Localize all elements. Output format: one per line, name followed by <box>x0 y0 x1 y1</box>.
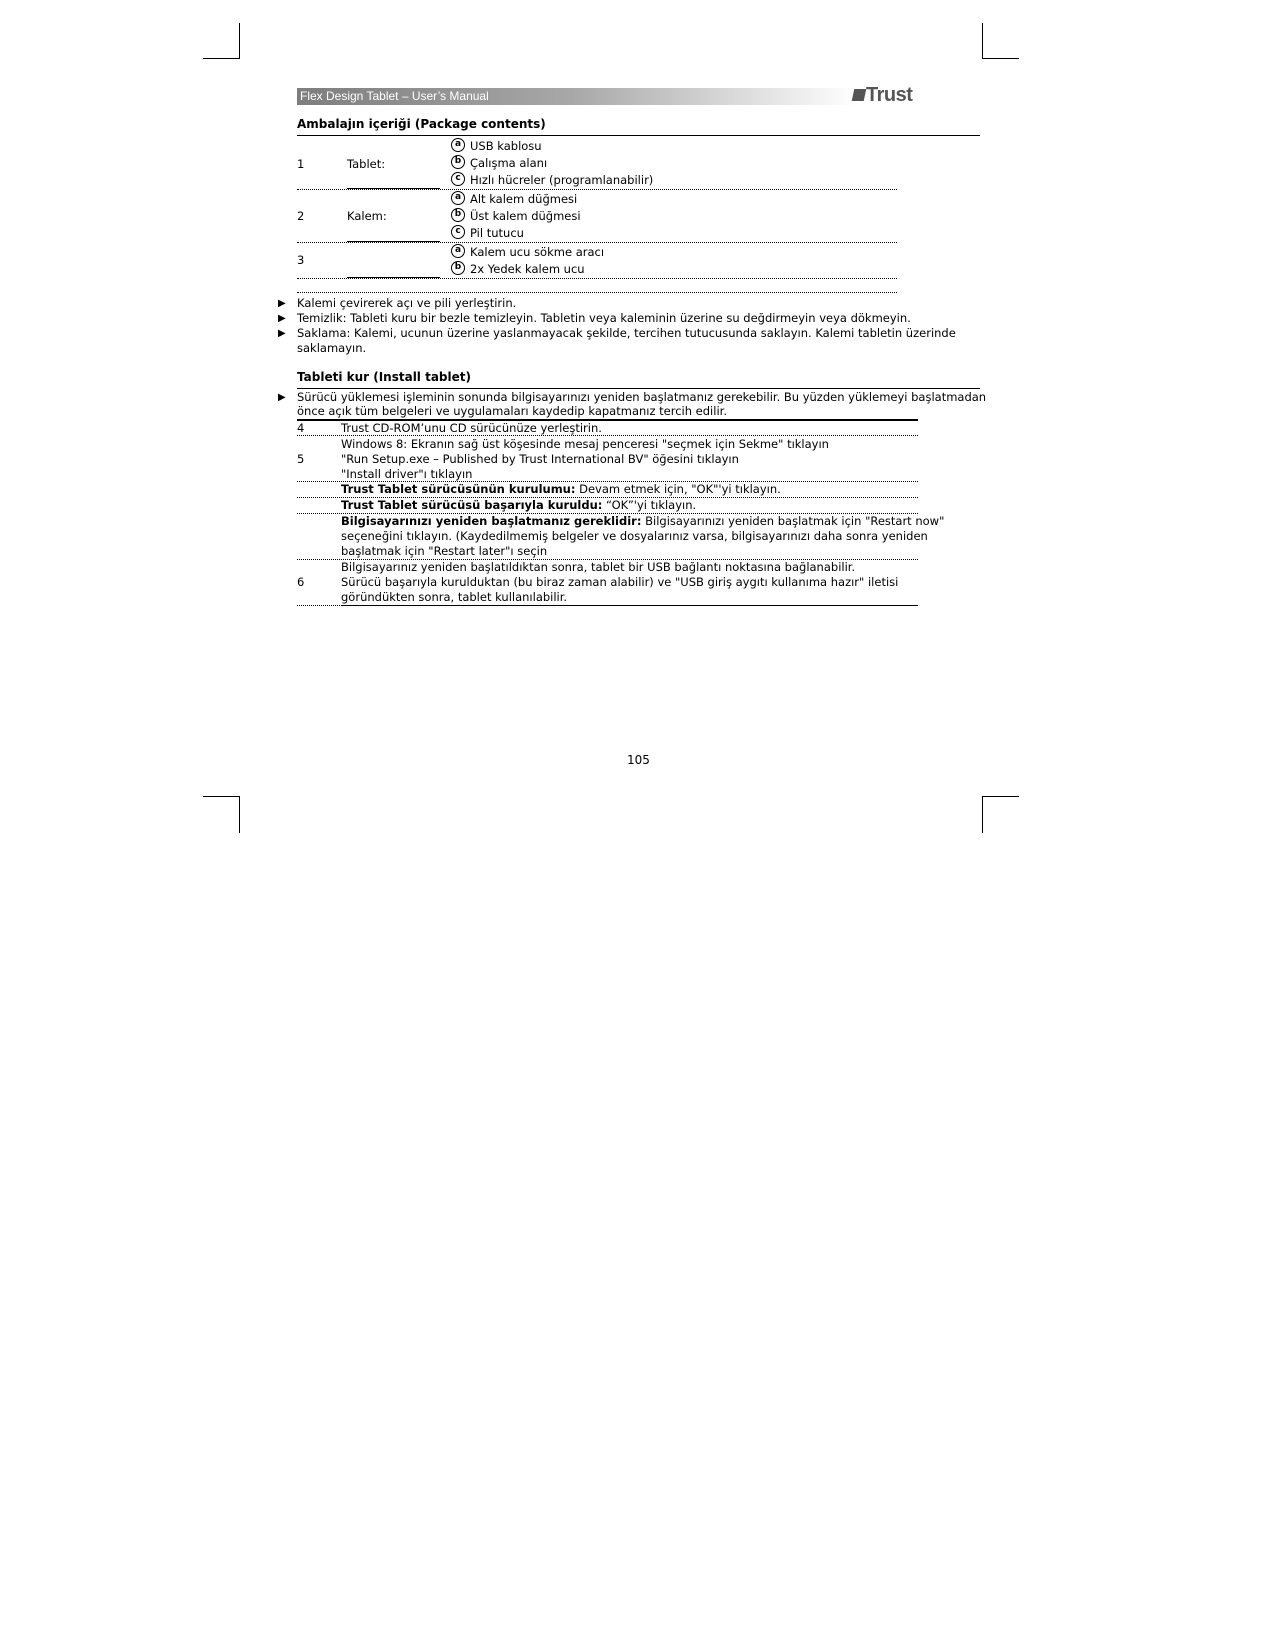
step-text: seçeneğini tıklayın. (Kaydedilmemiş belgeler ve dosyalarınız varsa, bilgisayarınızı daha sonra yeniden <box>341 529 928 543</box>
row-number: 3 <box>297 253 305 267</box>
intro-text-continued: önce açık tüm belgeleri ve uygulamaları kaydedip kapatmanız tercih edilir. <box>297 404 727 418</box>
bullet-arrow-icon: ▶ <box>278 298 286 309</box>
crop-mark-br-v <box>982 796 983 833</box>
section-rule <box>297 388 980 389</box>
bullet-arrow-icon: ▶ <box>278 392 286 403</box>
step-text: başlatmak için "Restart later"ı seçin <box>341 544 548 558</box>
step-number: 5 <box>297 452 305 466</box>
step-number: 6 <box>297 575 305 589</box>
crop-mark-tl-h <box>203 58 240 59</box>
marker-b-icon: b <box>451 261 465 275</box>
step-bold-label: Bilgisayarınızı yeniden başlatmanız gereklidir: <box>341 514 642 528</box>
bullet-text-continued: saklamayın. <box>297 341 367 355</box>
row-label: Tablet: <box>347 157 386 171</box>
list-item: Üst kalem düğmesi <box>470 209 581 223</box>
list-item: Kalem ucu sökme aracı <box>470 245 605 259</box>
page-number: 105 <box>627 753 650 767</box>
row-label: Kalem: <box>347 209 387 223</box>
row-divider <box>297 189 897 190</box>
intro-text: Sürücü yüklemesi işleminin sonunda bilgisayarınızı yeniden başlatmanız gerekebilir. Bu yüzden yüklemeyi başlatmadan <box>297 390 987 404</box>
step-text: "Run Setup.exe – Published by Trust International BV" öğesini tıklayın <box>341 452 739 466</box>
crop-mark-tr-v <box>982 23 983 59</box>
step-text: Trust CD-ROM’unu CD sürücünüze yerleştirin. <box>341 421 602 435</box>
row-divider <box>297 278 897 279</box>
trust-logo <box>853 84 912 107</box>
marker-b-icon: b <box>451 155 465 169</box>
list-item: Pil tutucu <box>470 226 524 240</box>
steps-bottom-rule <box>341 605 918 606</box>
section-title-package: Ambalajın içeriği (Package contents) <box>297 117 546 131</box>
step-text <box>341 498 696 513</box>
marker-b-icon: b <box>451 208 465 222</box>
page-header-title: Flex Design Tablet – User’s Manual <box>300 89 489 103</box>
table-bottom-rule <box>297 292 897 293</box>
page-header-bar <box>297 88 857 105</box>
list-item: USB kablosu <box>470 139 542 153</box>
list-item: 2x Yedek kalem ucu <box>470 262 585 276</box>
bullet-text: Saklama: Kalemi, ucunun üzerine yaslanmayacak şekilde, tercihen tutucusunda saklayın. Kalemi tabletin üzerinde <box>297 326 956 340</box>
list-item: Çalışma alanı <box>470 156 548 170</box>
row-divider <box>297 242 897 243</box>
step-text: Sürücü başarıyla kurulduktan (bu biraz zaman alabilir) ve "USB giriş aygıtı kullanıma hazır" iletisi <box>341 575 899 589</box>
crop-mark-br-h <box>982 796 1019 797</box>
step-number: 4 <box>297 421 305 435</box>
label-underline <box>347 188 440 189</box>
step-text: Windows 8: Ekranın sağ üst köşesinde mesaj penceresi "seçmek için Sekme" tıklayın <box>341 437 829 451</box>
step-divider <box>297 435 918 436</box>
bullet-arrow-icon: ▶ <box>278 313 286 324</box>
section-title-install: Tableti kur (Install tablet) <box>297 370 471 384</box>
step-bold-label: Trust Tablet sürücüsü başarıyla kuruldu: <box>341 498 603 512</box>
crop-mark-tl-v <box>239 23 240 59</box>
section-rule <box>297 135 980 136</box>
marker-a-icon: a <box>451 138 465 152</box>
marker-a-icon: a <box>451 244 465 258</box>
step-detail: Devam etmek için, "OK"'yi tıklayın. <box>575 482 781 496</box>
trust-logo-text: Trust <box>866 84 913 106</box>
list-item: Hızlı hücreler (programlanabilir) <box>470 173 654 187</box>
crop-mark-tr-h <box>982 58 1019 59</box>
bullet-text: Kalemi çevirerek açı ve pili yerleştirin. <box>297 296 517 310</box>
list-item: Alt kalem düğmesi <box>470 192 578 206</box>
step-text: "Install driver"ı tıklayın <box>341 467 473 481</box>
bullet-text: Temizlik: Tableti kuru bir bezle temizleyin. Tabletin veya kaleminin üzerine su değdirmeyin veya dökmeyin. <box>297 311 911 325</box>
row-number: 1 <box>297 157 305 171</box>
crop-mark-bl-h <box>203 796 240 797</box>
marker-c-icon: c <box>451 225 465 239</box>
step-text: Bilgisayarınız yeniden başlatıldıktan sonra, tablet bir USB bağlantı noktasına bağlanabilir. <box>341 560 856 574</box>
trust-logo-icon <box>852 89 867 101</box>
step-text <box>341 482 781 497</box>
step-detail: “OK”'yi tıklayın. <box>602 498 697 512</box>
step-text: göründükten sonra, tablet kullanılabilir. <box>341 590 568 604</box>
step-text <box>341 514 944 529</box>
marker-c-icon: c <box>451 172 465 186</box>
crop-mark-bl-v <box>239 796 240 833</box>
row-number: 2 <box>297 209 305 223</box>
step-bold-label: Trust Tablet sürücüsünün kurulumu: <box>341 482 576 496</box>
marker-a-icon: a <box>451 191 465 205</box>
label-underline <box>347 277 440 278</box>
label-underline <box>347 241 440 242</box>
bullet-arrow-icon: ▶ <box>278 328 286 339</box>
step-detail: Bilgisayarınızı yeniden başlatmak için "Restart now" <box>641 514 945 528</box>
